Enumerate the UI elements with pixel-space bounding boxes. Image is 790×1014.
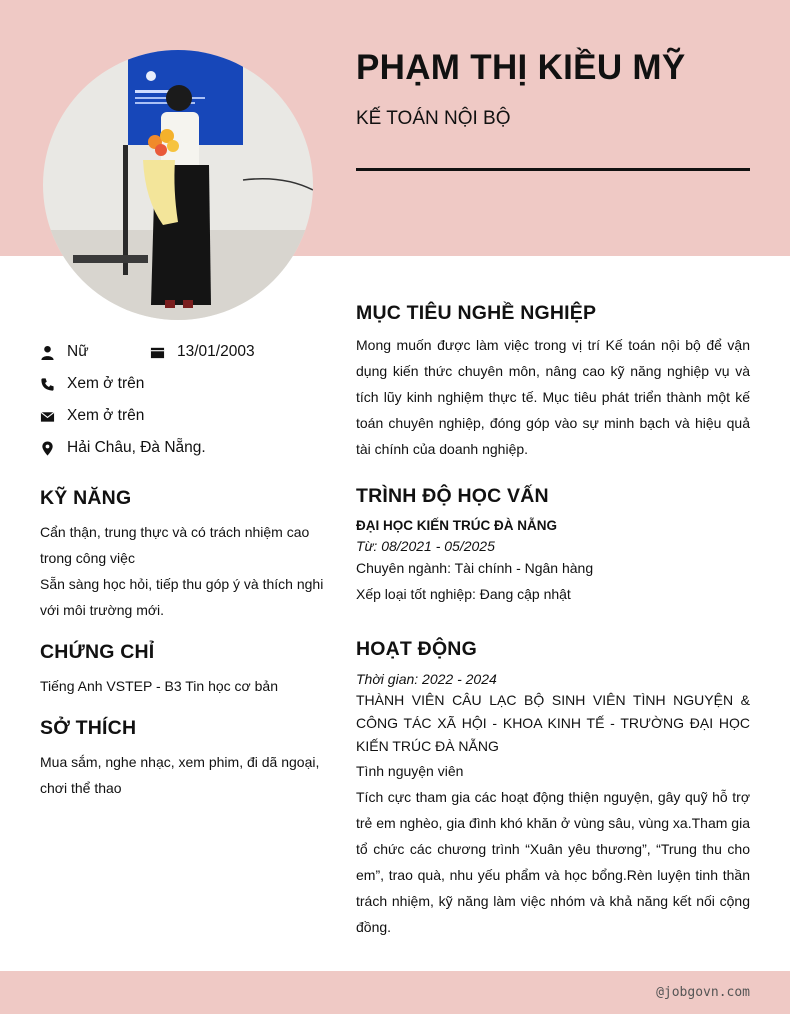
skills-title: KỸ NĂNG [40, 487, 132, 509]
certificate-item: Tiếng Anh VSTEP - B3 Tin học cơ bản [40, 678, 278, 694]
skill-item: Sẵn sàng học hỏi, tiếp thu góp ý và thích nghi với môi trường mới. [40, 576, 324, 618]
email-value: Xem ở trên [67, 407, 145, 424]
birthdate-row [150, 343, 255, 361]
address-row [40, 439, 206, 457]
education-title: TRÌNH ĐỘ HỌC VẤN [356, 485, 549, 507]
certificates-title: CHỨNG CHỈ [40, 641, 155, 663]
candidate-name: PHẠM THỊ KIỀU MỸ [356, 48, 686, 87]
hobbies-value: Mua sắm, nghe nhạc, xem phim, đi dã ngoại, chơi thể thao [40, 754, 320, 796]
person-icon [40, 345, 55, 360]
activities-title: HOẠT ĐỘNG [356, 638, 477, 660]
activities-block [356, 671, 750, 940]
activity-organization: THÀNH VIÊN CÂU LẠC BỘ SINH VIÊN TÌNH NGUYỆN & CÔNG TÁC XÃ HỘI - KHOA KINH TẾ - TRƯỜNG ĐẠI HỌC KIẾN TRÚC ĐÀ NẴNG [356, 692, 750, 754]
phone-value: Xem ở trên [67, 375, 145, 392]
gender-row [40, 343, 89, 361]
calendar-icon [150, 345, 165, 360]
job-title: KẾ TOÁN NỘI BỘ [356, 108, 511, 129]
education-block [356, 518, 750, 607]
skill-item: Cẩn thận, trung thực và có trách nhiệm cao trong công việc [40, 524, 310, 566]
mail-icon [40, 409, 55, 424]
profile-photo [43, 50, 313, 320]
hobbies-text [40, 749, 325, 801]
education-period: Từ: 08/2021 - 05/2025 [356, 538, 495, 554]
email-row [40, 407, 144, 425]
activity-time: Thời gian: 2022 - 2024 [356, 671, 497, 687]
school-name: ĐẠI HỌC KIẾN TRÚC ĐÀ NẴNG [356, 518, 557, 533]
title-divider [356, 168, 750, 171]
address-value: Hải Châu, Đà Nẵng. [67, 439, 206, 456]
certificates-list [40, 673, 325, 699]
education-grade: Xếp loại tốt nghiệp: Đang cập nhật [356, 586, 571, 602]
phone-icon [40, 377, 55, 392]
gender-value: Nữ [67, 343, 89, 360]
activity-role: Tình nguyện viên [356, 763, 464, 779]
footer-watermark: @jobgovn.com [656, 985, 750, 1000]
objective-title: MỤC TIÊU NGHỀ NGHIỆP [356, 302, 597, 324]
birthdate-value: 13/01/2003 [177, 343, 255, 360]
location-pin-icon [40, 441, 55, 456]
activity-description: Tích cực tham gia các hoạt động thiện nguyện, gây quỹ hỗ trợ trẻ em nghèo, gia đình khó khăn ở vùng sâu, vùng xa.Tham gia tổ chức các chương trình “Xuân yêu thương”, “Trung thu cho em”, trao quà, nhu yếu phẩm và học bổng.Rèn luyện tinh thần trách nhiệm, kỹ năng làm việc nhóm và khả năng kết nối cộng đồng. [356, 789, 750, 935]
phone-row [40, 375, 144, 393]
education-major: Chuyên ngành: Tài chính - Ngân hàng [356, 560, 594, 576]
objective-text: Mong muốn được làm việc trong vị trí Kế toán nội bộ để vận dụng kiến thức chuyên môn, nâng cao kỹ năng nghiệp vụ và tích lũy kinh nghiệm thực tế. Mục tiêu phát triển thành một kế toán chuyên nghiệp, đóng góp vào sự minh bạch và hiệu quả tài chính của doanh nghiệp. [356, 337, 750, 457]
hobbies-title: SỞ THÍCH [40, 717, 137, 739]
skills-list [40, 519, 325, 623]
